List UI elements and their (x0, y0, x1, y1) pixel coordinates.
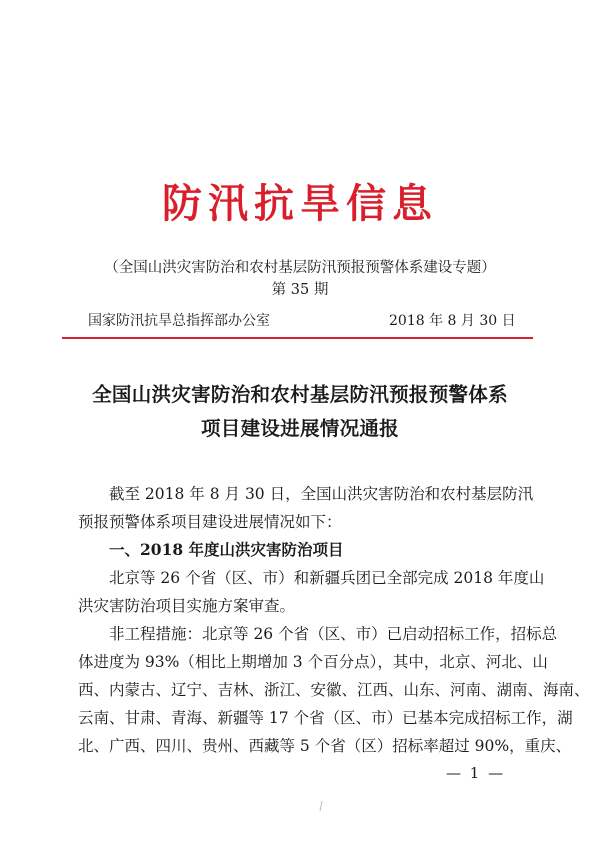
paragraph-non-engineering-line-5: 北、广西、四川、贵州、西藏等 5 个省（区）招标率超过 90%，重庆、 (78, 737, 572, 755)
paragraph-non-engineering-line-1 (78, 620, 558, 648)
section-1-heading: 一、2018 年度山洪灾害防治项目 (109, 540, 344, 559)
red-divider-rule (62, 337, 533, 339)
masthead-title: 防汛抗旱信息 (162, 180, 438, 227)
paragraph-plan-review-line-2: 洪灾害防治项目实施方案审查。 (78, 597, 296, 615)
paragraph-non-engineering-line-2: 体进度为 93%（相比上期增加 3 个百分点），其中，北京、河北、山 (78, 653, 548, 671)
issue-date: 2018 年 8 月 30 日 (389, 313, 516, 329)
paragraph-intro-line-2: 预报预警体系项目建设进展情况如下： (78, 513, 342, 531)
paragraph-intro (78, 480, 534, 536)
section-heading (78, 536, 518, 564)
paragraph-non-engineering-line-3: 西、内蒙古、辽宁、吉林、浙江、安徽、江西、山东、河南、湖南、海南、 (78, 681, 590, 699)
issuing-office: 国家防汛抗旱总指挥部办公室 (88, 313, 270, 329)
paragraph-plan-review (78, 564, 545, 620)
masthead-subtitle: （全国山洪灾害防治和农村基层防汛预报预警体系建设专题） (104, 260, 496, 276)
paragraph-non-engineering (78, 620, 590, 760)
document-title-line-1: 全国山洪灾害防治和农村基层防汛预报预警体系 (92, 383, 508, 406)
document-title (0, 378, 600, 446)
non-engineering-label: 非工程措施： (109, 625, 203, 643)
scan-speck-mark (318, 800, 324, 812)
paragraph-intro-line-1: 截至 2018 年 8 月 30 日，全国山洪灾害防治和农村基层防汛 (109, 485, 534, 503)
issue-number: 第 35 期 (271, 282, 329, 298)
paragraph-non-engineering-line-4: 云南、甘肃、青海、新疆等 17 个省（区、市）已基本完成招标工作，湖 (78, 709, 573, 727)
paragraph-plan-review-line-1: 北京等 26 个省（区、市）和新疆兵团已全部完成 2018 年度山 (109, 569, 545, 587)
page-number: — 1 — (446, 764, 506, 782)
document-title-line-2: 项目建设进展情况通报 (200, 417, 399, 440)
non-engineering-line-1-text: 北京等 26 个省（区、市）已启动招标工作，招标总 (202, 625, 558, 643)
